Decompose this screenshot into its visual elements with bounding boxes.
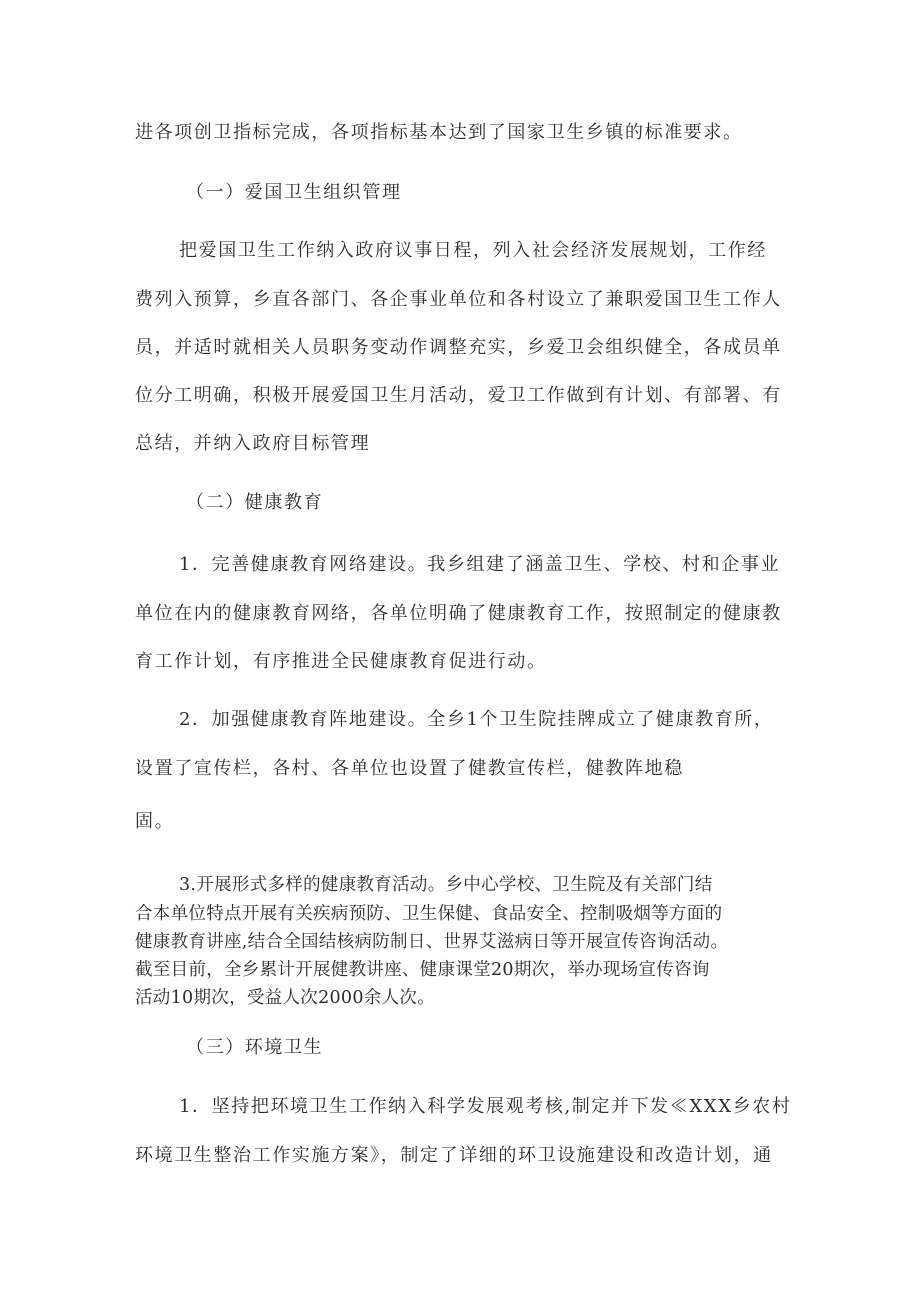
text-line: 截至目前，全乡累计开展健教讲座、健康课堂20期次，举办现场宣传咨询 xyxy=(135,960,710,980)
text-line: 总结，并纳入政府目标管理 xyxy=(135,433,371,454)
text-line: 合本单位特点开展有关疾病预防、卫生保健、食品安全、控制吸烟等方面的 xyxy=(135,904,723,924)
text-line: 固。 xyxy=(135,811,175,832)
section-heading: （三）环境卫生 xyxy=(186,1037,324,1058)
text-line: 把爱国卫生工作纳入政府议事日程，列入社会经济发展规划，工作经 xyxy=(179,240,767,261)
text-line: 单位在内的健康教育网络，各单位明确了健康教育工作，按照制定的健康教 xyxy=(135,603,782,624)
text-line: 1．坚持把环境卫生工作纳入科学发展观考核,制定并下发≪XXX乡农村 xyxy=(179,1096,792,1117)
text-line: 设置了宣传栏，各村、各单位也设置了健教宣传栏，健教阵地稳 xyxy=(135,758,684,779)
text-line: 3.开展形式多样的健康教育活动。乡中心学校、卫生院及有关部门结 xyxy=(179,875,713,895)
text-line: 1．完善健康教育网络建设。我乡组建了涵盖卫生、学校、村和企事业 xyxy=(179,554,781,575)
text-line: 进各项创卫指标完成，各项指标基本达到了国家卫生乡镇的标准要求。 xyxy=(135,122,743,143)
text-line: 费列入预算，乡直各部门、各企事业单位和各村设立了兼职爱国卫生工作人 xyxy=(135,289,782,310)
section-heading: （二）健康教育 xyxy=(186,492,324,513)
text-line: 活动10期次，受益人次2000余人次。 xyxy=(135,988,436,1008)
text-line: 2．加强健康教育阵地建设。全乡1个卫生院挂牌成立了健康教育所， xyxy=(179,709,774,730)
text-line: 育工作计划，有序推进全民健康教育促进行动。 xyxy=(135,651,547,672)
text-line: 健康教育讲座,结合全国结核病防制日、世界艾滋病日等开展宣传咨询活动。 xyxy=(135,932,729,952)
text-line: 位分工明确，积极开展爱国卫生月活动，爱卫工作做到有计划、有部署、有 xyxy=(135,385,782,406)
section-heading: （一）爱国卫生组织管理 xyxy=(186,182,402,203)
text-line: 员，并适时就相关人员职务变动作调整充实，乡爱卫会组织健全，各成员单 xyxy=(135,337,782,358)
text-line: 环境卫生整治工作实施方案》，制定了详细的环卫设施建设和改造计划，通 xyxy=(135,1145,773,1166)
